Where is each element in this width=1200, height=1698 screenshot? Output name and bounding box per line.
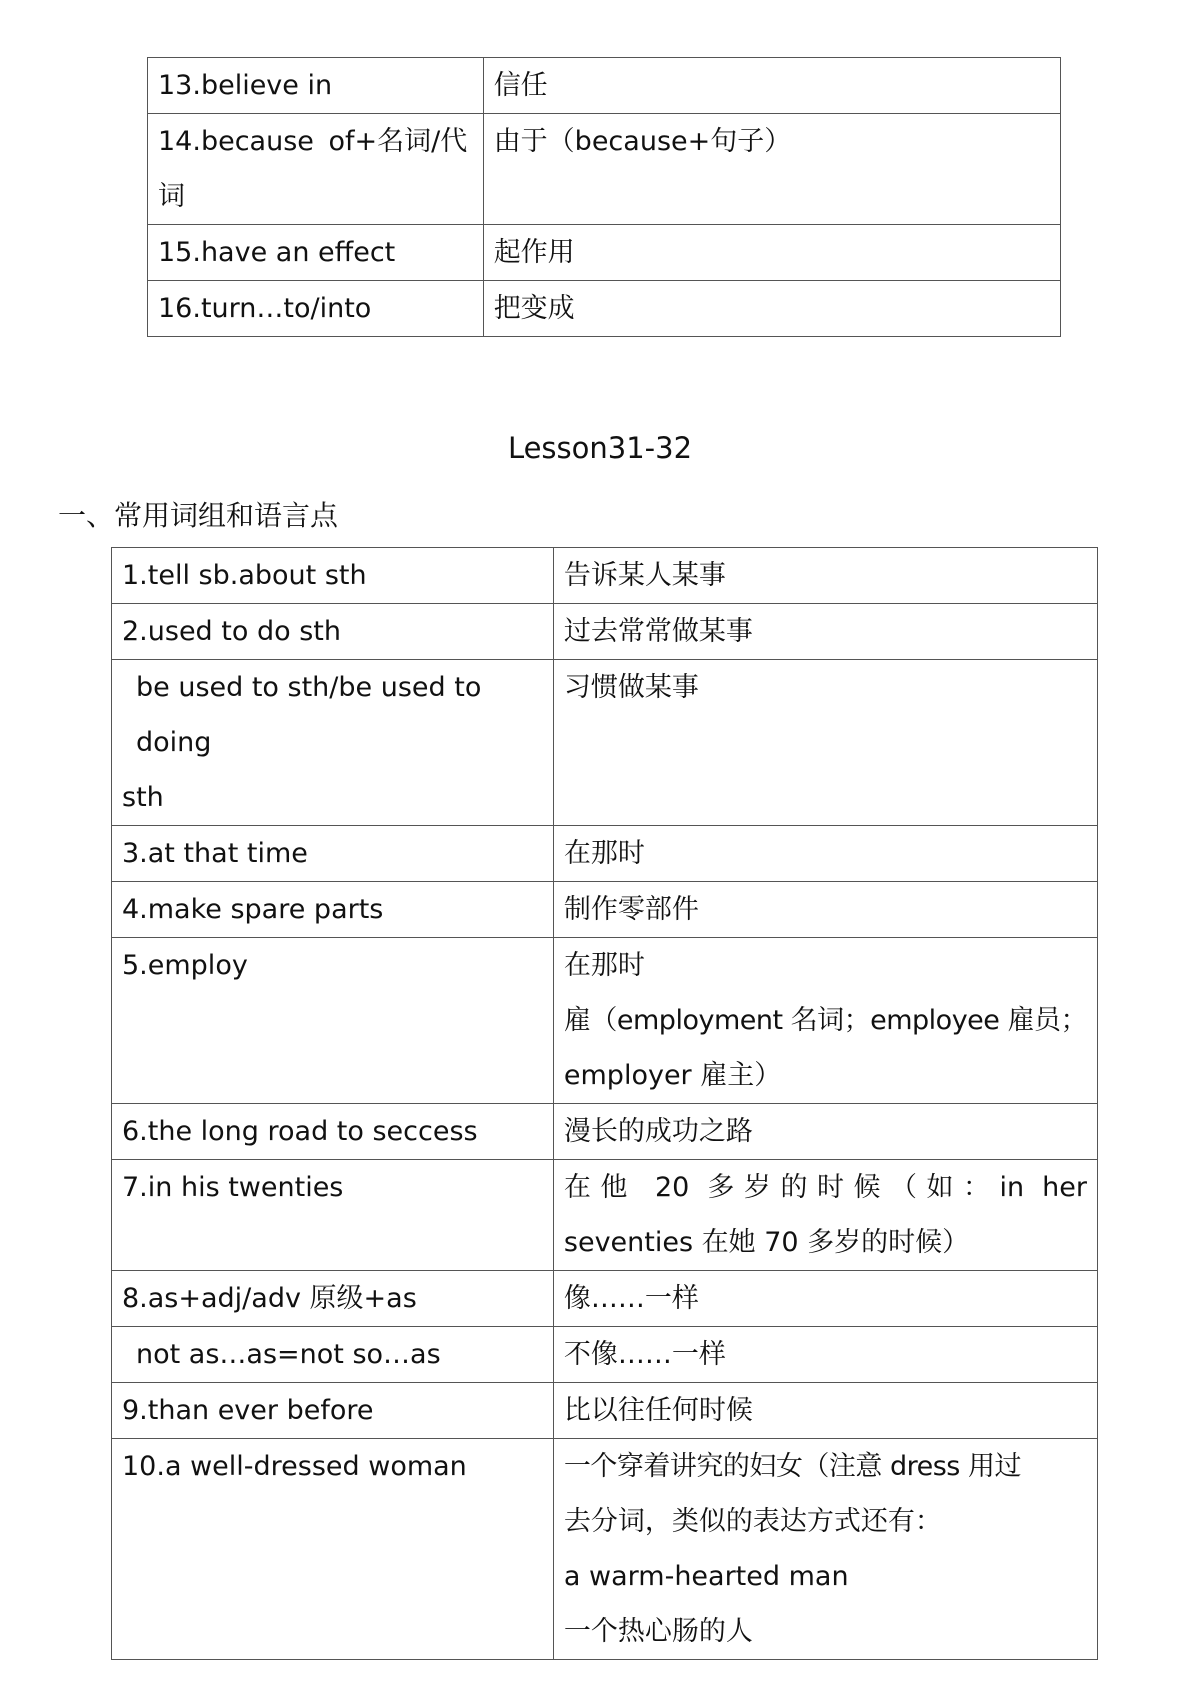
term-cell [148, 58, 484, 114]
term-cell [112, 1439, 554, 1660]
meaning-text: 漫长的成功之路 [563, 1116, 753, 1147]
meaning-cell [483, 281, 1060, 337]
term-cell [148, 114, 484, 225]
term-text: 5.employ [122, 950, 248, 981]
term-text: 8.as+adj/adv 原级+as [122, 1283, 417, 1314]
meaning-text: 习惯做某事 [563, 672, 699, 703]
phrase-table [111, 547, 1098, 1660]
term-text: 词 [158, 181, 185, 212]
term-text: 6.the long road to seccess [122, 1116, 478, 1147]
meaning-cell [483, 114, 1060, 225]
table-row [112, 1327, 1098, 1383]
meaning-cell [483, 58, 1060, 114]
meaning-cell [553, 660, 1097, 826]
term-text: 4.make spare parts [122, 894, 384, 925]
meaning-text: 像……一样 [563, 1283, 699, 1314]
term-cell [148, 281, 484, 337]
meaning-text: 信任 [493, 70, 548, 101]
meaning-cell [553, 1104, 1097, 1160]
table-row [148, 225, 1061, 281]
meaning-cell [553, 826, 1097, 882]
table-row [112, 1160, 1098, 1271]
phrase-table-continued [147, 57, 1061, 337]
table-row [112, 548, 1098, 604]
meaning-cell [553, 1160, 1097, 1271]
table-row [148, 114, 1061, 225]
meaning-cell [553, 882, 1097, 938]
meaning-cell [553, 1327, 1097, 1383]
term-text: 13.believe in [158, 70, 333, 101]
term-text: 14.because of+名词/代 [158, 126, 468, 157]
meaning-cell [553, 1439, 1097, 1660]
meaning-cell [553, 548, 1097, 604]
term-text: 3.at that time [122, 838, 308, 869]
table-row [112, 660, 1098, 826]
meaning-text: a warm-hearted man [563, 1561, 849, 1592]
term-cell [112, 882, 554, 938]
term-text: 9.than ever before [122, 1395, 374, 1426]
meaning-text: 比以往任何时候 [563, 1395, 753, 1426]
term-text: not as…as=not so…as [136, 1339, 441, 1370]
table-row [112, 1383, 1098, 1439]
meaning-text: 在那时 [563, 838, 645, 869]
term-text: 15.have an effect [158, 237, 396, 268]
lesson-title: Lesson31-32 [507, 431, 693, 465]
meaning-cell [553, 1383, 1097, 1439]
meaning-cell [553, 604, 1097, 660]
meaning-text: 告诉某人某事 [563, 560, 726, 591]
meaning-text: 去分词，类似的表达方式还有： [563, 1506, 942, 1537]
meaning-cell [483, 225, 1060, 281]
term-cell [112, 548, 554, 604]
meaning-text: seventies 在她 70 多岁的时候） [563, 1227, 970, 1258]
meaning-text: 由于（because+句子） [493, 126, 792, 157]
meaning-text: 在他 20 多岁的时候（如：in her [563, 1172, 1087, 1203]
meaning-cell [553, 938, 1097, 1104]
meaning-text: 在那时 [563, 950, 645, 981]
table-row [112, 1271, 1098, 1327]
table-row [112, 938, 1098, 1104]
term-text: be used to sth/be used to doing [136, 672, 482, 758]
term-cell [112, 660, 554, 826]
term-cell [112, 1160, 554, 1271]
term-cell [112, 1383, 554, 1439]
term-cell [112, 1271, 554, 1327]
meaning-text: 雇（employment 名词；employee 雇员； [563, 1005, 1087, 1036]
meaning-text: 一个穿着讲究的妇女（注意 dress 用过 [563, 1451, 1021, 1482]
term-cell [148, 225, 484, 281]
meaning-text: 把变成 [493, 293, 575, 324]
table-row [112, 1439, 1098, 1660]
table-row [148, 58, 1061, 114]
meaning-text: 不像……一样 [563, 1339, 726, 1370]
meaning-cell [553, 1271, 1097, 1327]
table-row [112, 1104, 1098, 1160]
meaning-text: 制作零部件 [563, 894, 699, 925]
term-text: 7.in his twenties [122, 1172, 344, 1203]
term-cell [112, 938, 554, 1104]
table-row [112, 826, 1098, 882]
meaning-text: 过去常常做某事 [563, 616, 753, 647]
table-row [148, 281, 1061, 337]
term-cell [112, 1104, 554, 1160]
term-text: 16.turn…to/into [158, 293, 372, 324]
table-row [112, 882, 1098, 938]
term-cell [112, 1327, 554, 1383]
meaning-text: employer 雇主） [563, 1060, 782, 1091]
meaning-text: 起作用 [493, 237, 575, 268]
term-text: 2.used to do sth [122, 616, 341, 647]
term-text: 10.a well-dressed woman [122, 1451, 467, 1482]
term-text: sth [122, 782, 164, 813]
term-cell [112, 604, 554, 660]
term-cell [112, 826, 554, 882]
term-text: 1.tell sb.about sth [122, 560, 367, 591]
table-row [112, 604, 1098, 660]
section-heading: 一、常用词组和语言点 [58, 499, 339, 532]
meaning-text: 一个热心肠的人 [563, 1616, 753, 1647]
